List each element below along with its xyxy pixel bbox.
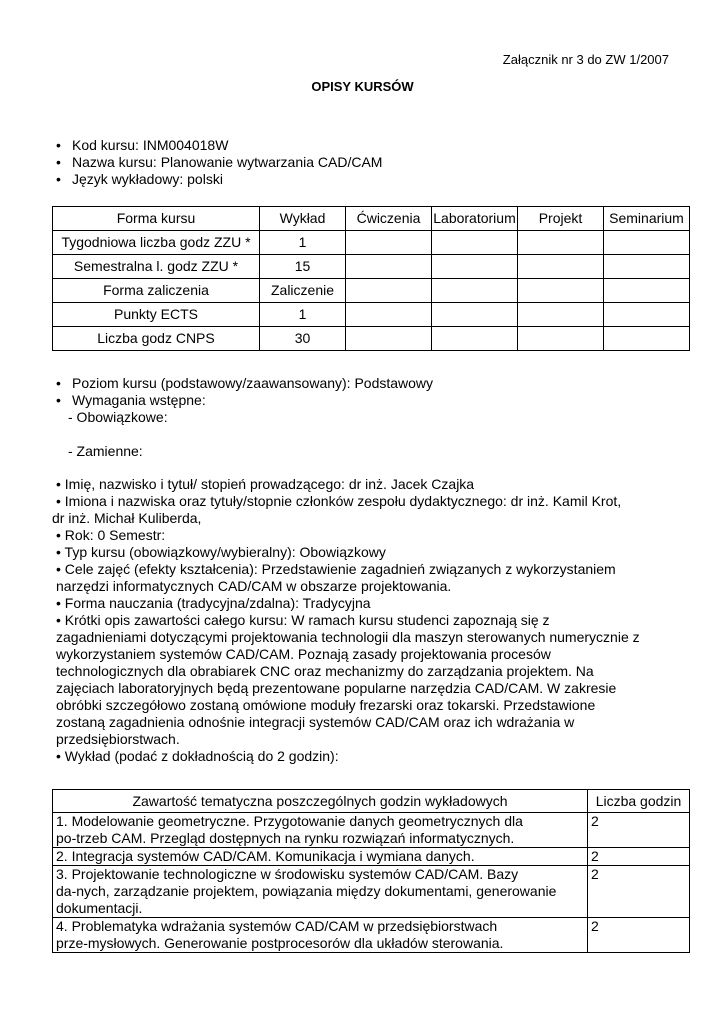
row-label: Tygodniowa liczba godz ZZU *: [53, 231, 260, 255]
header-cell: Forma kursu: [53, 207, 260, 231]
topic-line: 3. Projektowanie technologiczne w środowisku systemów CAD/CAM. Bazy: [56, 866, 519, 882]
table-row: [53, 327, 690, 351]
header-cell: Projekt: [518, 207, 604, 231]
hours-cell: 2: [588, 866, 690, 918]
detail-line: narzędzi informatycznych CAD/CAM w obszarze projektowania.: [56, 578, 452, 594]
header-cell: Laboratorium: [432, 207, 518, 231]
prerequisites: • Wymagania wstępne:: [56, 392, 676, 409]
header-cell: Liczba godzin: [588, 790, 690, 813]
detail-line: przedsiębiorstwach.: [56, 731, 180, 747]
course-language: • Język wykładowy: polski: [56, 171, 676, 188]
detail-line: • Imię, nazwisko i tytuł/ stopień prowadzącego: dr inż. Jacek Czajka: [56, 476, 475, 492]
header-cell: Seminarium: [604, 207, 690, 231]
table-row: [53, 813, 690, 848]
header-cell: Zawartość tematyczna poszczególnych godzin wykładowych: [53, 790, 588, 813]
topic-cell: [53, 813, 588, 848]
lecture-value: 1: [260, 231, 346, 255]
row-label: Forma zaliczenia: [53, 279, 260, 303]
topic-cell: [53, 918, 588, 953]
header-cell: Wykład: [260, 207, 346, 231]
lecture-value: Zaliczenie: [260, 279, 346, 303]
header-cell: Ćwiczenia: [346, 207, 432, 231]
topic-line: da-nych, zarządzanie projektem, powiązania między dokumentami, generowanie: [56, 883, 557, 899]
detail-line: dr inż. Michał Kuliberda,: [52, 510, 202, 526]
hours-cell: 2: [588, 848, 690, 866]
course-info-list: [56, 137, 676, 188]
detail-line: • Typ kursu (obowiązkowy/wybieralny): Obowiązkowy: [56, 544, 386, 560]
detail-line: • Wykład (podać z dokładnością do 2 godzin):: [56, 748, 339, 764]
detail-line: zagadnieniami dotyczącymi projektowania technologii dla maszyn sterowanych numerycznie z: [56, 629, 640, 645]
course-code: • Kod kursu: INM004018W: [56, 137, 676, 154]
detail-line: wykorzystaniem systemów CAD/CAM. Poznają zasady projektowania procesów: [56, 646, 551, 662]
detail-line: • Imiona i nazwiska oraz tytuły/stopnie członków zespołu dydaktycznego: dr inż. Kamil Krot,: [56, 493, 622, 509]
topic-line: 1. Modelowanie geometryczne. Przygotowanie danych geometrycznych dla: [56, 813, 523, 829]
detail-line: • Krótki opis zawartości całego kursu: W ramach kursu studenci zapoznają się z: [56, 612, 550, 628]
table-row: [53, 918, 690, 953]
table-row: [53, 279, 690, 303]
detail-line: technologicznych dla obrabiarek CNC oraz mechanizmy do zarządzania projektem. Na: [56, 663, 594, 679]
prereq-alternative: - Zamienne:: [68, 443, 143, 459]
detail-line: zostaną zagadnienia odnośnie integracji systemów CAD/CAM oraz ich wdrażania w: [56, 714, 575, 730]
detail-line: zajęciach laboratoryjnych będą prezentowane popularne narzędzia CAD/CAM. W zakresie: [56, 680, 617, 696]
detail-line: • Cele zajęć (efekty kształcenia): Przedstawienie zagadnień związanych z wykorzystaniem: [56, 561, 616, 577]
lecture-value: 1: [260, 303, 346, 327]
row-label: Liczba godz CNPS: [53, 327, 260, 351]
lecture-value: 30: [260, 327, 346, 351]
topic-line: 4. Problematyka wdrażania systemów CAD/CAM w przedsiębiorstwach: [56, 918, 498, 934]
detail-line: • Forma nauczania (tradycyjna/zdalna): Tradycyjna: [56, 595, 371, 611]
page-title: OPISY KURSÓW: [311, 79, 414, 94]
course-form-table: [52, 206, 690, 351]
topic-cell: [53, 848, 588, 866]
course-level-list: [56, 375, 676, 460]
table-row: [53, 303, 690, 327]
row-label: Punkty ECTS: [53, 303, 260, 327]
lecture-topics-table: [52, 789, 690, 953]
table-row: [53, 848, 690, 866]
lecture-value: 15: [260, 255, 346, 279]
lecture-table-header-row: [53, 790, 690, 813]
annex-note: Załącznik nr 3 do ZW 1/2007: [502, 52, 669, 67]
course-level: • Poziom kursu (podstawowy/zaawansowany): Podstawowy: [56, 375, 676, 392]
topic-line: po-trzeb CAM. Przegląd dostępnych na rynku rozwiązań informatycznych.: [56, 830, 515, 846]
table-row: [53, 231, 690, 255]
row-label: Semestralna l. godz ZZU *: [53, 255, 260, 279]
hours-cell: 2: [588, 813, 690, 848]
detail-line: • Rok: 0 Semestr:: [56, 527, 166, 543]
course-table-header-row: [53, 207, 690, 231]
course-details: [52, 476, 676, 765]
detail-line: obróbki szczegółowo zostaną omówione moduły frezarski oraz tokarski. Przedstawione: [56, 697, 596, 713]
course-name: • Nazwa kursu: Planowanie wytwarzania CAD/CAM: [56, 154, 676, 171]
table-row: [53, 866, 690, 918]
prereq-mandatory: - Obowiązkowe:: [68, 409, 168, 425]
topic-line: dokumentacji.: [56, 900, 143, 916]
topic-line: 2. Integracja systemów CAD/CAM. Komunikacja i wymiana danych.: [56, 848, 475, 864]
table-row: [53, 255, 690, 279]
topic-cell: [53, 866, 588, 918]
hours-cell: 2: [588, 918, 690, 953]
topic-line: prze-mysłowych. Generowanie postprocesorów dla układów sterowania.: [56, 935, 504, 951]
